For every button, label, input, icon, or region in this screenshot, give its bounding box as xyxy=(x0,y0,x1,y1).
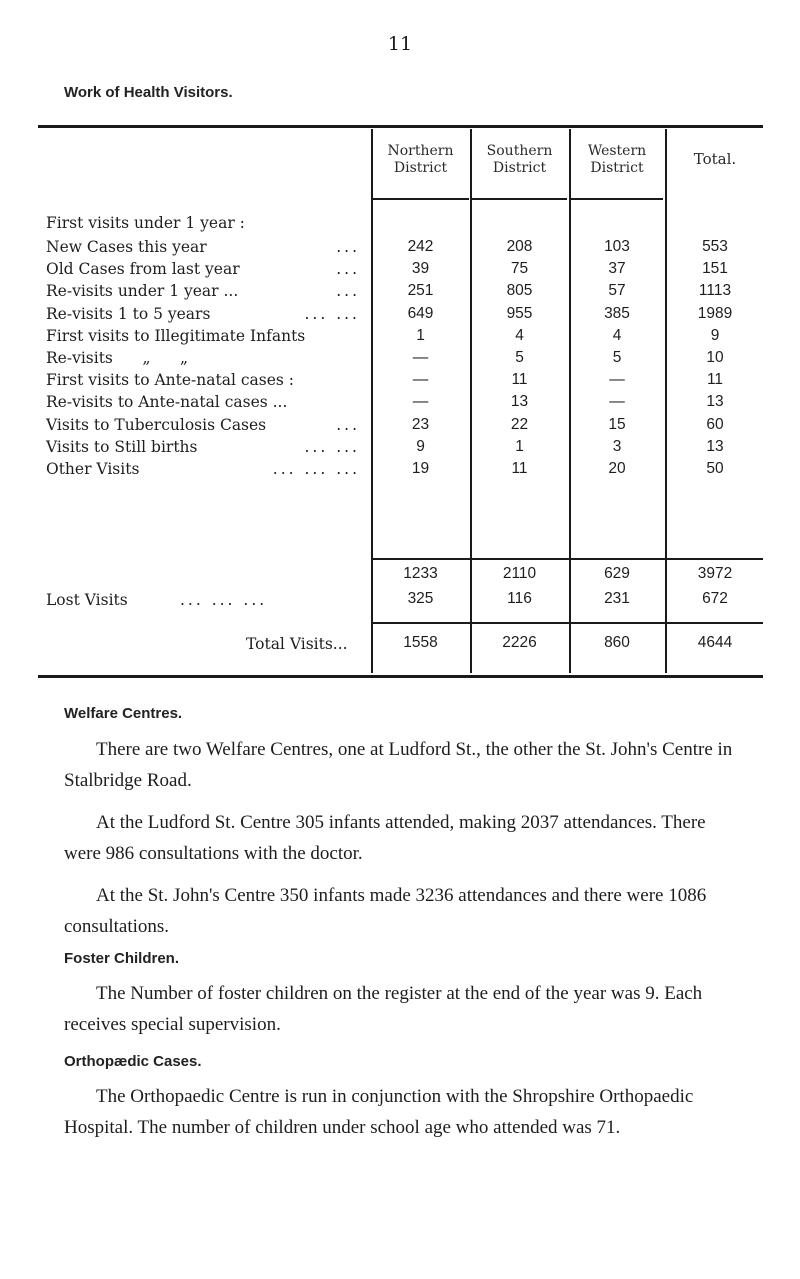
table-cell: 385 xyxy=(604,304,630,322)
table-cell: 1 xyxy=(416,326,425,344)
table-cell: 13 xyxy=(510,393,529,411)
table-cell: 955 xyxy=(506,304,533,322)
row-label: Other Visits ... ... ... xyxy=(46,460,360,478)
table-cell: 242 xyxy=(407,238,434,255)
table-cell: 60 xyxy=(706,415,724,433)
col-header-northern: Northern District xyxy=(387,143,454,176)
table-cell: 103 xyxy=(604,238,630,255)
table-cell: 11 xyxy=(511,371,528,389)
table-cell: 75 xyxy=(510,260,529,278)
table-cell: 39 xyxy=(411,260,430,278)
row-leader-dots: ... xyxy=(336,260,360,279)
table-cell: 37 xyxy=(608,260,626,278)
lost-western: 231 xyxy=(604,590,630,607)
row-label: Visits to Still births ... ... xyxy=(46,437,360,456)
table-cell: — xyxy=(412,349,429,366)
table-top-rule xyxy=(38,125,763,128)
subtotal-total: 3972 xyxy=(697,565,733,582)
foster-paragraph: The Number of foster children on the register at the end of the year was 9. Each receives special supervision. xyxy=(64,983,703,1035)
table-cell: 20 xyxy=(608,460,626,477)
row-label: Re-visits 1 to 5 years ... ... xyxy=(46,304,360,323)
row-label: Old Cases from last year ... xyxy=(46,260,360,279)
table-cell: 251 xyxy=(407,282,434,300)
table-cell: 23 xyxy=(411,415,430,433)
table-cell: — xyxy=(609,393,625,411)
row-label: Re-visits under 1 year ... ... xyxy=(46,282,360,301)
welfare-heading: Welfare Centres. xyxy=(64,705,183,722)
table-cell: 1113 xyxy=(698,282,732,300)
lost-northern: 325 xyxy=(407,590,434,607)
total-rule xyxy=(372,622,763,624)
row-leader-dots: ... xyxy=(336,282,360,301)
table-cell: 553 xyxy=(702,238,728,255)
row-leader-dots: ... ... ... xyxy=(272,460,360,478)
table-cell: — xyxy=(412,371,429,389)
col-header-western: Western District xyxy=(587,143,647,176)
table-cell: — xyxy=(609,371,625,389)
orthopaedic-paragraph: The Orthopaedic Centre is run in conjunction with the Shropshire Orthopaedic Hospital. The number of children under school age who attended was 71. xyxy=(64,1086,694,1138)
foster-heading: Foster Children. xyxy=(64,950,180,967)
col-header-total: Total. xyxy=(693,150,737,168)
lost-southern: 116 xyxy=(507,590,532,607)
total-total: 4644 xyxy=(697,634,733,651)
table-cell: 50 xyxy=(706,460,724,477)
table-cell: 15 xyxy=(608,415,626,433)
table-cell: 11 xyxy=(511,460,528,477)
total-southern: 2226 xyxy=(502,634,537,651)
header-rule-2 xyxy=(472,198,567,200)
table-cell: 19 xyxy=(411,460,430,477)
welfare-paragraph-1: There are two Welfare Centres, one at Ludford St., the other the St. John's Centre in Stalbridge Road. xyxy=(64,739,733,791)
row-leader-dots: ... xyxy=(336,415,360,434)
orthopaedic-heading: Orthopædic Cases. xyxy=(64,1053,202,1070)
table-cell: 3 xyxy=(612,437,622,455)
row-leader-dots: ... xyxy=(336,238,360,256)
table-cell: 22 xyxy=(510,415,529,433)
table-cell: 649 xyxy=(407,304,434,322)
table-cell: 805 xyxy=(506,282,533,300)
table-cell: 9 xyxy=(710,326,720,344)
table-cell: 13 xyxy=(706,393,724,411)
table-cell: 208 xyxy=(506,238,533,255)
row-label: Visits to Tuberculosis Cases ... xyxy=(46,415,360,434)
total-visits-label: Total Visits... xyxy=(246,635,348,653)
welfare-paragraph-3: At the St. John's Centre 350 infants made 3236 attendances and there were 1086 consultations. xyxy=(64,885,707,937)
table-cell: — xyxy=(412,393,429,411)
row-label: Re-visits to Ante-natal cases ... xyxy=(46,393,288,412)
row-label: Re-visits „ „ xyxy=(46,349,189,367)
lost-total: 672 xyxy=(702,590,728,607)
table-cell: 1 xyxy=(515,437,524,455)
table-cell: 11 xyxy=(706,371,724,389)
table-cell: 9 xyxy=(416,437,425,455)
header-rule-3 xyxy=(571,198,663,200)
table-cell: 1989 xyxy=(697,304,733,322)
welfare-paragraph-2: At the Ludford St. Centre 305 infants attended, making 2037 attendances. There were 986 consultations with the doctor. xyxy=(64,812,706,864)
table-cell: 5 xyxy=(515,349,524,366)
col-header-southern: Southern District xyxy=(486,143,553,176)
header-rule-1 xyxy=(372,198,469,200)
total-western: 860 xyxy=(604,634,630,651)
lost-visits-leader: ... ... ... xyxy=(180,591,268,609)
row-leader-dots: ... ... xyxy=(304,304,360,323)
row-label: First visits to Illegitimate Infants xyxy=(46,326,306,345)
lost-visits-label: Lost Visits ... ... ... xyxy=(46,591,268,609)
table-title: Work of Health Visitors. xyxy=(64,84,233,101)
row-leader-dots: ... ... xyxy=(304,437,360,456)
subtotal-northern: 1233 xyxy=(403,565,438,582)
page-number: 11 xyxy=(387,33,413,55)
total-northern: 1558 xyxy=(403,634,438,651)
section-label: First visits under 1 year : xyxy=(46,214,245,232)
table-cell: 57 xyxy=(608,282,626,300)
table-cell: 4 xyxy=(612,326,622,344)
row-label: New Cases this year ... xyxy=(46,238,360,256)
subtotal-western: 629 xyxy=(604,565,630,582)
table-cell: 5 xyxy=(612,349,622,366)
row-label: First visits to Ante-natal cases : xyxy=(46,371,294,390)
table-cell: 10 xyxy=(706,349,724,366)
table-cell: 13 xyxy=(706,437,724,455)
table-bottom-rule xyxy=(38,675,763,678)
subtotal-southern: 2110 xyxy=(502,565,537,582)
subtotal-rule xyxy=(372,558,763,560)
health-visitors-table xyxy=(38,125,763,680)
table-cell: 4 xyxy=(515,326,524,344)
table-cell: 151 xyxy=(702,260,728,278)
